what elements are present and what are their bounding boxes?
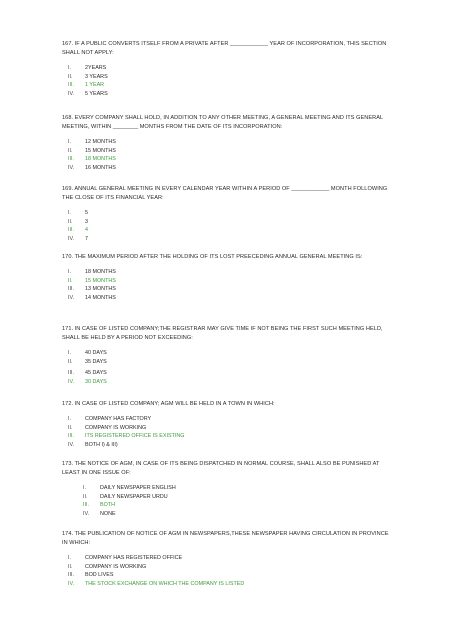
- question-text: 171. IN CASE OF LISTED COMPANY;THE REGISTRAR MAY GIVE TIME IF NOT BEING THE FIRST SUCH MEETING HELD, SHALL BE HELD BY A PERIOD NOT EXCEEDING:: [62, 326, 383, 341]
- option: II. COMPANY IS WORKING: [68, 424, 147, 431]
- option-correct: IV. 30 DAYS: [68, 378, 107, 385]
- question-168: [62, 114, 392, 172]
- question-text: 168. EVERY COMPANY SHALL HOLD, IN ADDITION TO ANY OTHER MEETING, A GENERAL MEETING AND ITS GENERAL MEETING, WITHIN ________ MONTHS FROM THE DATE OF ITS INCORPORATION:: [62, 115, 383, 130]
- option: I. 18 MONTHS: [68, 269, 116, 275]
- question-text: 167. IF A PUBLIC CONVERTS ITSELF FROM A PRIVATE AFTER ____________ YEAR OF INCORPORATION, THIS SECTION SHALL NOT APPLY:: [62, 41, 387, 56]
- option: III. BOD LIVES: [68, 572, 114, 579]
- option-correct: III. 1 YEAR: [68, 82, 105, 89]
- option-correct: II. 15 MONTHS: [68, 277, 116, 284]
- option: I. COMPANY HAS FACTORY: [68, 416, 152, 422]
- question-167: [62, 40, 392, 98]
- option-list: [62, 484, 392, 518]
- option: I. 5: [68, 210, 88, 216]
- option: IV. BOTH I) & III): [68, 441, 118, 448]
- question-170: [62, 253, 392, 302]
- option: I. COMPANY HAS REGISTERED OFFICE: [68, 555, 183, 561]
- option: I. 2YEARS: [68, 65, 107, 71]
- option: I. 12 MONTHS: [68, 139, 116, 145]
- option: II. DAILY NEWSPAPER URDU: [83, 493, 168, 500]
- option-correct: III. BOTH: [83, 502, 115, 509]
- option: IV. 14 MONTHS: [68, 294, 116, 301]
- option: IV. 16 MONTHS: [68, 164, 116, 171]
- option: III. 13 MONTHS: [68, 286, 116, 293]
- option: II. 3: [68, 218, 88, 225]
- option: I. DAILY NEWSPAPER ENGLISH: [83, 485, 176, 491]
- option-correct: IV. THE STOCK EXCHANGE ON WHICH THE COMPANY IS LISTED: [68, 580, 245, 587]
- question-text: 173. THE NOTICE OF AGM, IN CASE OF ITS BEING DISPATCHED IN NORMAL COURSE, SHALL ALSO BE PUNISHED AT LEAST IN ONE ISSUE OF:: [62, 461, 380, 476]
- option-list: [62, 415, 392, 449]
- question-text: 170. THE MAXIMUM PERIOD AFTER THE HOLDING OF ITS LOST PREECEDING ANNUAL GENERAL MEETING IS:: [62, 254, 363, 260]
- question-text: 172. IN CASE OF LISTED COMPANY; AGM WILL BE HELD IN A TOWN IN WHICH:: [62, 401, 275, 407]
- option-list: [62, 138, 392, 172]
- option-list: [62, 554, 392, 588]
- option: I. 40 DAYS: [68, 350, 107, 356]
- option: IV. 7: [68, 235, 88, 242]
- option-list: [62, 349, 392, 386]
- option-correct: III. 4: [68, 227, 88, 234]
- option-correct: III. ITS REGISTERED OFFICE IS EXISTING: [68, 433, 185, 440]
- option-correct: III. 18 MONTHS: [68, 156, 116, 163]
- option: II. COMPANY IS WORKING: [68, 563, 147, 570]
- question-172: [62, 400, 392, 449]
- question-171: [62, 325, 392, 386]
- option: IV. 5 YEARS: [68, 90, 108, 97]
- question-174: [62, 530, 392, 588]
- question-text: 169. ANNUAL GENERAL MEETING IN EVERY CALENDAR YEAR WITHIN A PERIOD OF ____________ MONTH FOLLOWING THE CLOSE OF ITS FINANCIAL YEAR:: [62, 186, 388, 201]
- option: II. 35 DAYS: [68, 358, 107, 365]
- option: II. 3 YEARS: [68, 73, 108, 80]
- option-list: [62, 209, 392, 243]
- option-list: [62, 268, 392, 302]
- option: II. 15 MONTHS: [68, 147, 116, 154]
- option: III. 45 DAYS: [68, 370, 107, 377]
- question-text: 174. THE PUBLICATION OF NOTICE OF AGM IN NEWSPAPERS,THESE NEWSPAPER HAVING CIRCULATION IN PROVINCE IN WHICH:: [62, 531, 389, 546]
- option: IV. NONE: [83, 510, 116, 517]
- option-list: [62, 64, 392, 98]
- question-169: [62, 185, 392, 243]
- question-173: [62, 460, 392, 518]
